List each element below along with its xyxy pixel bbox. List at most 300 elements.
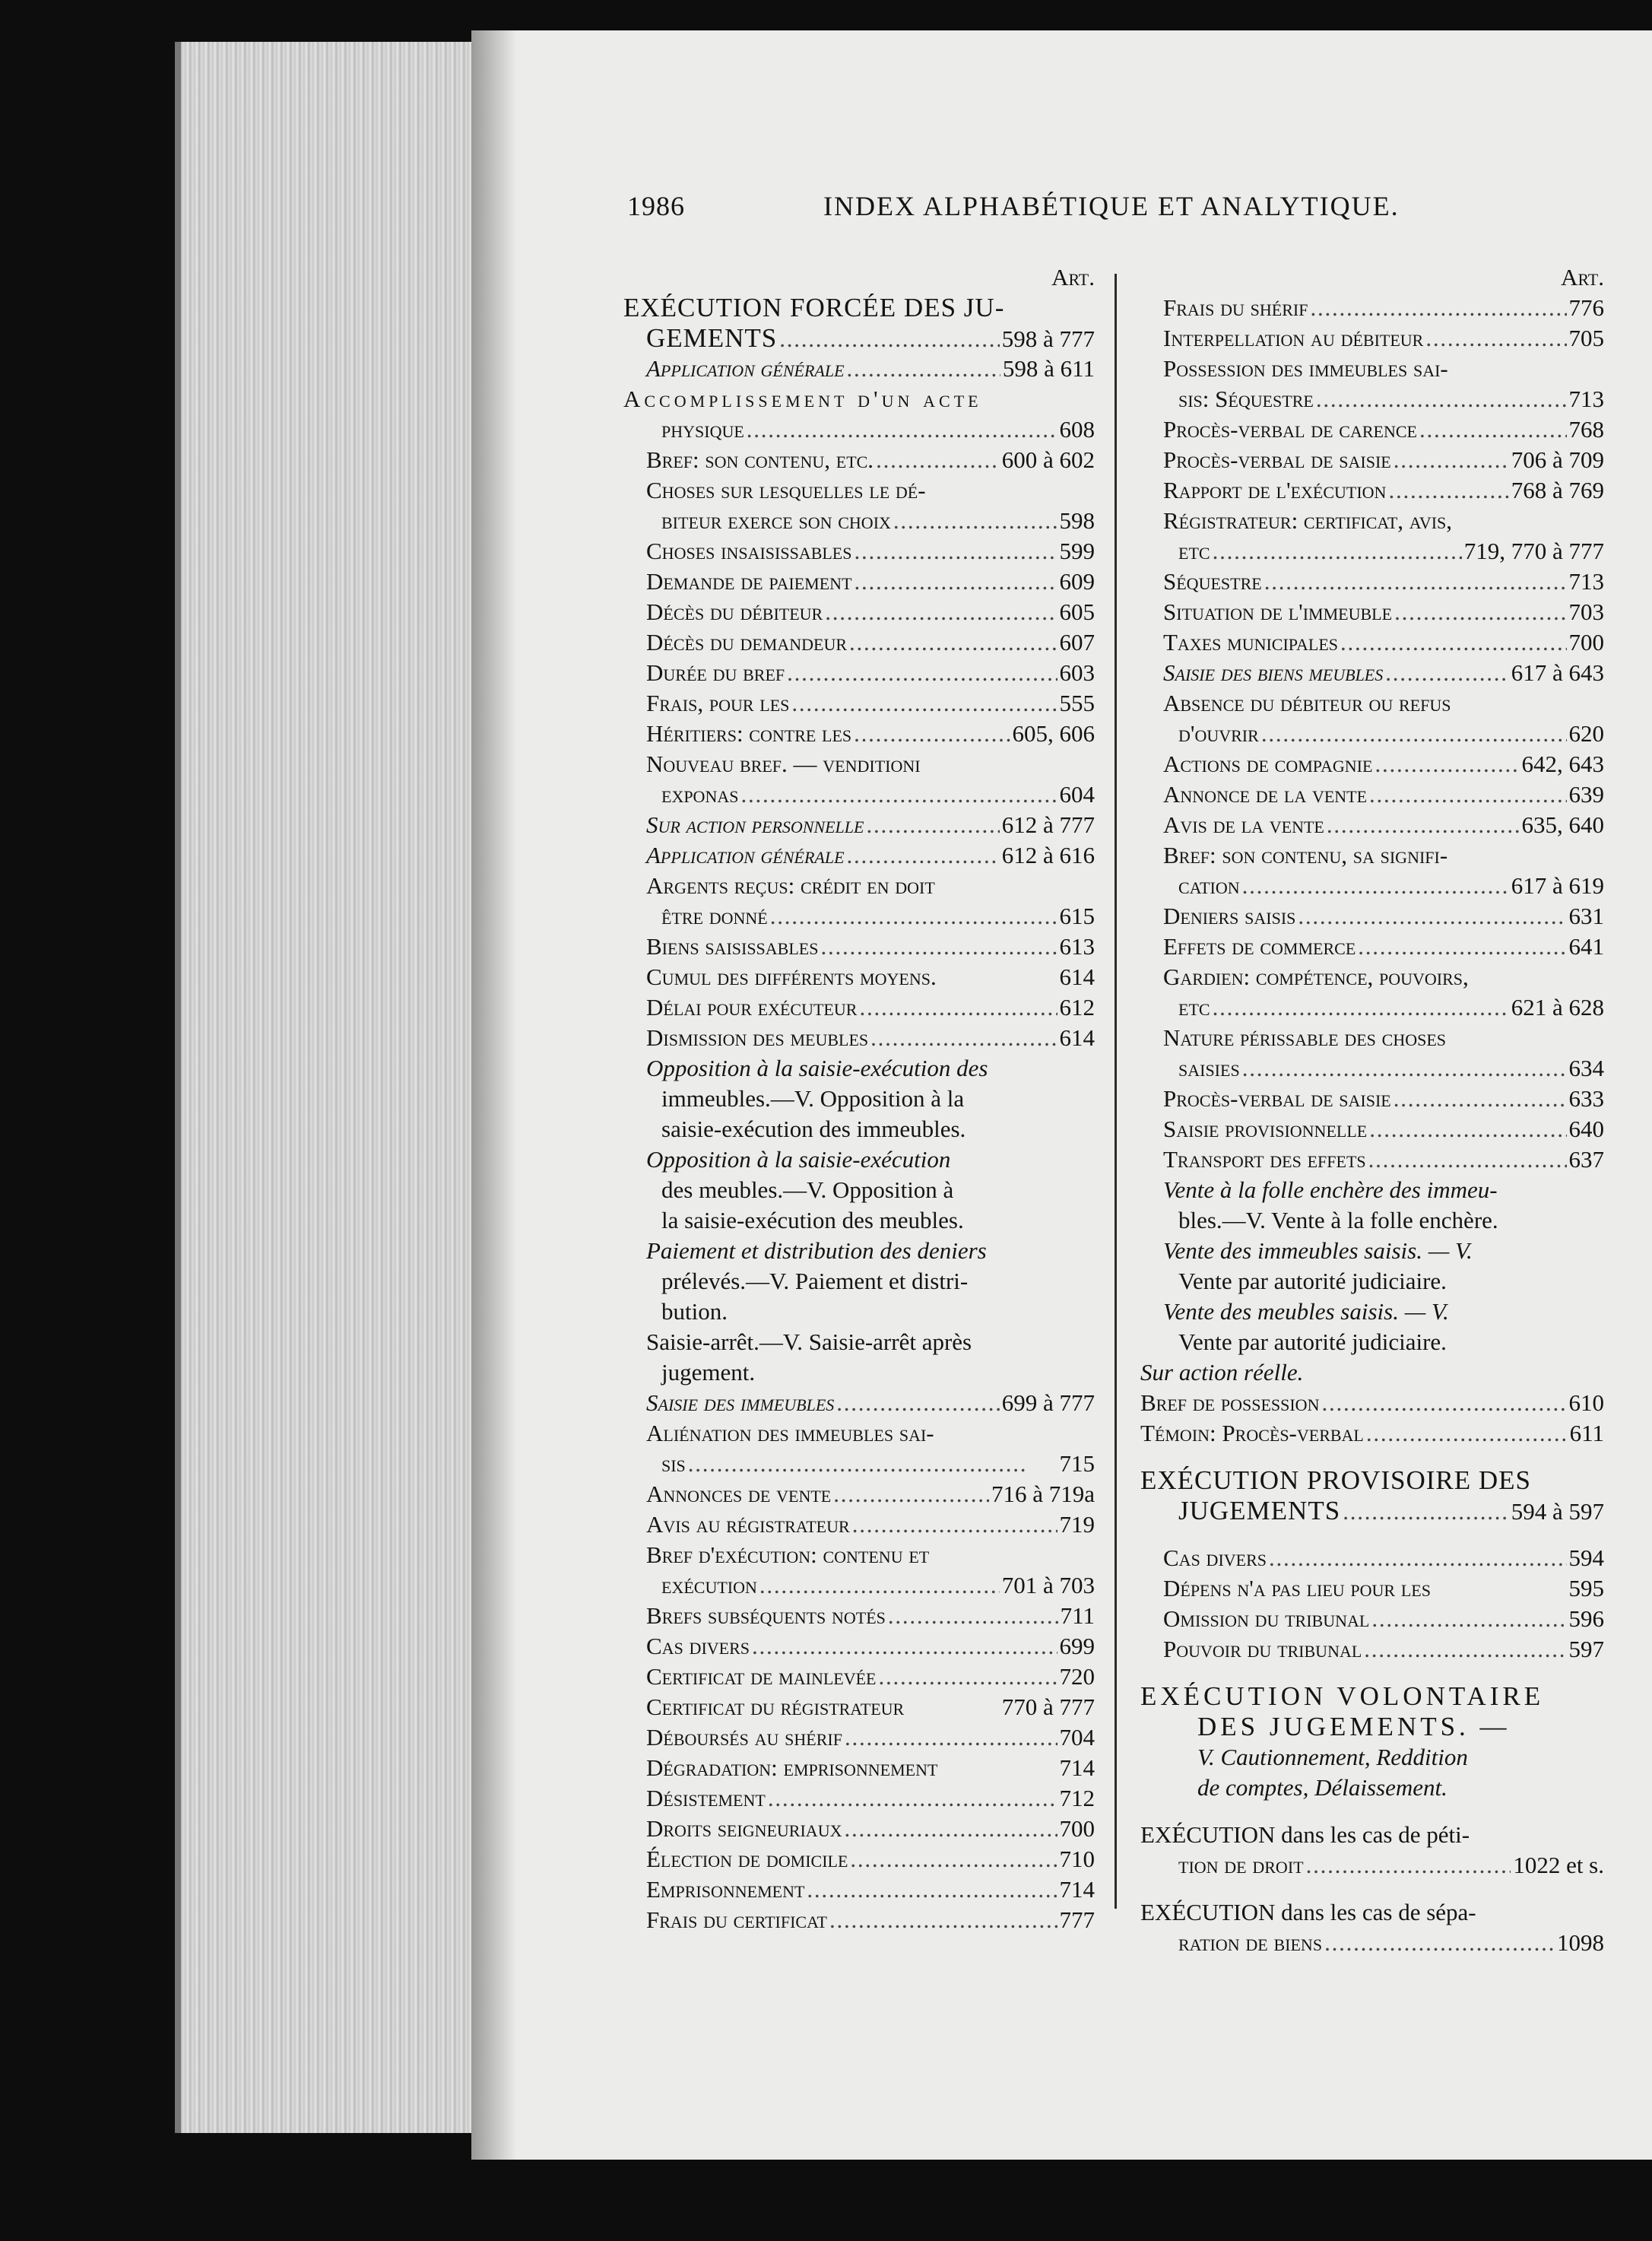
- entry-term: Situation de l'immeuble: [1163, 598, 1393, 625]
- index-entry: [1140, 871, 1604, 901]
- index-text-line: des meubles.—V. Opposition à: [661, 1176, 954, 1203]
- index-entry: [1140, 1144, 1604, 1175]
- entry-article-ref: 706 à 709: [1511, 446, 1604, 473]
- index-entry: [1140, 1496, 1604, 1526]
- entry-term: Choses insaisissables: [646, 538, 852, 564]
- entry-article-ref: 639: [1568, 781, 1604, 808]
- entry-term: être donné: [661, 903, 768, 929]
- entry-term: Durée du bref: [646, 659, 785, 686]
- dot-leader: [740, 779, 1057, 810]
- art-column-label: Art.: [1561, 264, 1604, 290]
- entry-term: Taxes municipales: [1163, 629, 1339, 655]
- index-text-line: Nature périssable des choses: [1163, 1024, 1447, 1051]
- index-text-line: Argents reçus: crédit en doit: [646, 872, 935, 899]
- entry-term: Rapport de l'exécution: [1163, 477, 1387, 503]
- index-entry: [1140, 901, 1604, 932]
- dot-leader: [1306, 1850, 1511, 1881]
- entry-term: Dépens n'a pas lieu pour les: [1163, 1575, 1431, 1601]
- dot-leader: [866, 810, 999, 840]
- index-entry: [1140, 1053, 1604, 1084]
- dot-leader: [820, 932, 1057, 962]
- entry-article-ref: 598 à 611: [1002, 355, 1095, 382]
- entry-article-ref: 617 à 619: [1511, 872, 1604, 899]
- entry-term: Droits seigneuriaux: [646, 1815, 842, 1842]
- running-title: INDEX ALPHABÉTIQUE ET ANALYTIQUE.: [823, 191, 1400, 221]
- entry-article-ref: 607: [1059, 629, 1095, 655]
- entry-article-ref: 700: [1059, 1815, 1095, 1842]
- entry-article-ref: 720: [1059, 1663, 1095, 1690]
- index-entry: [623, 840, 1095, 871]
- index-text-line: Accomplissement d'un acte: [623, 386, 982, 412]
- dot-leader: [1375, 749, 1519, 779]
- dot-leader: [833, 1479, 989, 1509]
- index-entry: [623, 779, 1095, 810]
- index-entry: [623, 597, 1095, 627]
- dot-leader: [787, 658, 1057, 688]
- dot-leader: [847, 354, 1000, 384]
- entry-term: sis: [661, 1450, 686, 1477]
- entry-term: cation: [1178, 872, 1240, 899]
- page-header: [627, 190, 1638, 228]
- index-entry: [623, 1905, 1095, 1935]
- dot-leader: [1369, 1114, 1566, 1144]
- index-entry: [623, 1783, 1095, 1814]
- index-entry: [623, 1023, 1095, 1053]
- index-text-line: Bref d'exécution: contenu et: [646, 1541, 930, 1568]
- dot-leader: [1343, 1497, 1509, 1527]
- entry-term: Frais du shérif: [1163, 294, 1308, 321]
- entry-term: Certificat de mainlevée: [646, 1663, 877, 1690]
- entry-article-ref: 634: [1568, 1055, 1604, 1081]
- entry-article-ref: 612 à 616: [1001, 842, 1095, 868]
- entry-article-ref: 614: [1059, 1024, 1095, 1051]
- dot-leader: [1321, 1388, 1566, 1418]
- index-entry: [1140, 567, 1604, 597]
- index-entry: [623, 323, 1095, 354]
- entry-article-ref: 719: [1059, 1511, 1095, 1538]
- entry-article-ref: 704: [1059, 1724, 1095, 1751]
- entry-article-ref: 612 à 777: [1001, 811, 1095, 838]
- page-number: 1986: [627, 191, 685, 221]
- entry-article-ref: 770 à 777: [1001, 1693, 1095, 1720]
- entry-article-ref: 719, 770 à 777: [1463, 538, 1604, 564]
- dot-leader: [1358, 932, 1566, 962]
- index-text-line: jugement.: [661, 1359, 756, 1386]
- index-entry: [1140, 1850, 1604, 1881]
- entry-article-ref: 608: [1059, 416, 1095, 443]
- entry-article-ref: 604: [1059, 781, 1095, 808]
- index-entry: [1140, 932, 1604, 962]
- index-entry: [623, 992, 1095, 1023]
- entry-term: Application générale: [646, 842, 845, 868]
- index-entry: [1140, 992, 1604, 1023]
- index-text-line: bles.—V. Vente à la folle enchère.: [1178, 1207, 1498, 1233]
- index-text-line: Régistrateur: certificat, avis,: [1163, 507, 1453, 534]
- index-text-line: Absence du débiteur ou refus: [1163, 690, 1451, 716]
- entry-term: Frais, pour les: [646, 690, 790, 716]
- entry-article-ref: 716 à 719a: [991, 1481, 1095, 1507]
- entry-article-ref: 637: [1568, 1146, 1604, 1173]
- dot-leader: [844, 1814, 1057, 1844]
- entry-term: Dégradation: emprisonnement: [646, 1754, 938, 1781]
- entry-article-ref: 642, 643: [1521, 751, 1604, 777]
- index-entry: [1140, 1573, 1604, 1604]
- dot-leader: [1327, 810, 1520, 840]
- index-text-line: Vente des meubles saisis. — V.: [1163, 1298, 1449, 1325]
- dot-leader: [1385, 658, 1508, 688]
- index-entry: [1140, 749, 1604, 779]
- entry-term: Saisie provisionnelle: [1163, 1116, 1368, 1142]
- index-entry: [623, 1601, 1095, 1631]
- entry-article-ref: 594: [1568, 1544, 1604, 1571]
- entry-article-ref: 641: [1568, 933, 1604, 960]
- dot-leader: [1369, 779, 1566, 810]
- entry-term: Cas divers: [1163, 1544, 1267, 1571]
- index-column-left: [623, 262, 1095, 1935]
- index-text-line: la saisie-exécution des meubles.: [661, 1207, 964, 1233]
- index-text-line: prélevés.—V. Paiement et distri-: [661, 1268, 969, 1294]
- entry-term: Effets de commerce: [1163, 933, 1356, 960]
- column-divider: [1115, 274, 1117, 1909]
- dot-leader: [770, 901, 1057, 932]
- index-text-line: Sur action réelle.: [1140, 1359, 1304, 1386]
- dot-leader: [829, 1905, 1057, 1935]
- entry-article-ref: 1098: [1557, 1929, 1604, 1956]
- entry-article-ref: 600 à 602: [1001, 446, 1095, 473]
- entry-term: Annonce de la vente: [1163, 781, 1368, 808]
- index-entry: [623, 1662, 1095, 1692]
- entry-term: Transport des effets: [1163, 1146, 1366, 1173]
- index-entry: [623, 1570, 1095, 1601]
- index-entry: [623, 1753, 1095, 1783]
- index-entry: [1140, 779, 1604, 810]
- index-text-line: Gardien: compétence, pouvoirs,: [1163, 963, 1469, 990]
- index-entry: [623, 932, 1095, 962]
- entry-article-ref: 555: [1059, 690, 1095, 716]
- index-entry: [623, 1844, 1095, 1874]
- dot-leader: [768, 1783, 1057, 1814]
- index-text-line: EXÉCUTION PROVISOIRE DES: [1140, 1465, 1531, 1495]
- index-entry: [623, 719, 1095, 749]
- entry-term: physique: [661, 416, 744, 443]
- dot-leader: [1340, 627, 1566, 658]
- index-entry: [1140, 1084, 1604, 1114]
- index-column-right: [1140, 262, 1604, 1958]
- index-entry: [1140, 414, 1604, 445]
- entry-term: Séquestre: [1163, 568, 1262, 595]
- entry-term: Sur action personnelle: [646, 811, 864, 838]
- index-text-line: saisie-exécution des immeubles.: [661, 1116, 966, 1142]
- index-text-line: bution.: [661, 1298, 728, 1325]
- dot-leader: [854, 536, 1057, 567]
- index-text-line: Vente des immeubles saisis. — V.: [1163, 1237, 1473, 1264]
- entry-term: sis: Séquestre: [1178, 386, 1314, 412]
- index-entry: [623, 1631, 1095, 1662]
- entry-article-ref: 605, 606: [1012, 720, 1095, 747]
- dot-leader: [1261, 719, 1567, 749]
- entry-article-ref: 713: [1568, 386, 1604, 412]
- entry-article-ref: 613: [1059, 933, 1095, 960]
- section-gap: [1140, 1881, 1604, 1897]
- dot-leader: [1310, 293, 1566, 323]
- entry-article-ref: 598: [1059, 507, 1095, 534]
- entry-article-ref: 712: [1059, 1785, 1095, 1811]
- dot-leader: [1366, 1418, 1568, 1449]
- index-entry: [1140, 1543, 1604, 1573]
- index-text-line: Choses sur lesquelles le dé-: [646, 477, 926, 503]
- dot-leader: [849, 627, 1057, 658]
- dot-leader: [1269, 1543, 1567, 1573]
- dot-leader: [1371, 1604, 1566, 1634]
- index-entry: [1140, 445, 1604, 475]
- index-entry: [623, 506, 1095, 536]
- entry-term: Déboursés au shérif: [646, 1724, 842, 1751]
- entry-article-ref: 597: [1568, 1636, 1604, 1662]
- index-entry: [623, 658, 1095, 688]
- index-text-line: EXÉCUTION VOLONTAIRE: [1140, 1681, 1545, 1711]
- index-entry: [1140, 475, 1604, 506]
- index-entry: [1140, 1114, 1604, 1144]
- entry-article-ref: 699: [1059, 1633, 1095, 1659]
- dot-leader: [876, 445, 1000, 475]
- dot-leader: [847, 840, 1000, 871]
- index-text-line: Bref: son contenu, sa signifi-: [1163, 842, 1448, 868]
- index-entry: [1140, 597, 1604, 627]
- index-text-line: Nouveau bref. — venditioni: [646, 751, 921, 777]
- entry-article-ref: 701 à 703: [1001, 1572, 1095, 1598]
- entry-article-ref: 700: [1568, 629, 1604, 655]
- entry-term: Dismission des meubles: [646, 1024, 869, 1051]
- dot-leader: [1419, 414, 1567, 445]
- entry-article-ref: 711: [1060, 1602, 1095, 1629]
- entry-term: Décès du débiteur: [646, 598, 823, 625]
- entry-term: Brefs subséquents notés: [646, 1602, 886, 1629]
- index-text-line: EXÉCUTION dans les cas de sépa-: [1140, 1899, 1476, 1925]
- index-entry: [623, 445, 1095, 475]
- entry-article-ref: 611: [1569, 1420, 1604, 1446]
- section-gap: [1140, 1665, 1604, 1681]
- index-text-line: Possession des immeubles sai-: [1163, 355, 1448, 382]
- entry-term: Application générale: [646, 355, 845, 382]
- entry-term: Demande de paiement: [646, 568, 852, 595]
- entry-article-ref: 621 à 628: [1511, 994, 1604, 1021]
- index-entry: [623, 962, 1095, 992]
- index-entry: [623, 1388, 1095, 1418]
- index-entry: [623, 414, 1095, 445]
- entry-term: Héritiers: contre les: [646, 720, 852, 747]
- entry-term: Interpellation au débiteur: [1163, 325, 1424, 351]
- entry-article-ref: 609: [1059, 568, 1095, 595]
- dot-leader: [791, 688, 1057, 719]
- dot-leader: [1213, 992, 1509, 1023]
- entry-term: Biens saisissables: [646, 933, 819, 960]
- dot-leader: [1394, 445, 1509, 475]
- index-entry: [623, 901, 1095, 932]
- dot-leader: [752, 1631, 1057, 1662]
- index-text-line: Paiement et distribution des deniers: [646, 1237, 987, 1264]
- entry-term: exponas: [661, 781, 739, 808]
- entry-term: d'ouvrir: [1178, 720, 1259, 747]
- entry-term: Témoin: Procès-verbal: [1140, 1420, 1364, 1446]
- index-entry: [623, 354, 1095, 384]
- entry-term: Désistement: [646, 1785, 766, 1811]
- dot-leader: [1425, 323, 1566, 354]
- entry-article-ref: 710: [1059, 1846, 1095, 1872]
- index-entry: [1140, 719, 1604, 749]
- section-gap: [1140, 1803, 1604, 1820]
- dot-leader: [855, 567, 1057, 597]
- index-entry: [623, 688, 1095, 719]
- entry-article-ref: 631: [1568, 903, 1604, 929]
- entry-article-ref: 598 à 777: [1001, 325, 1095, 352]
- entry-term: Omission du tribunal: [1163, 1605, 1370, 1632]
- entry-article-ref: 633: [1568, 1085, 1604, 1112]
- entry-term: Délai pour exécuteur: [646, 994, 858, 1021]
- entry-term: Décès du demandeur: [646, 629, 847, 655]
- dot-leader: [1388, 475, 1508, 506]
- dot-leader: [1394, 597, 1566, 627]
- entry-article-ref: 603: [1059, 659, 1095, 686]
- dot-leader: [1242, 871, 1509, 901]
- dot-leader: [779, 324, 999, 354]
- entry-term: Deniers saisis: [1163, 903, 1296, 929]
- index-text-line: Opposition à la saisie-exécution: [646, 1146, 951, 1173]
- dot-leader: [807, 1874, 1057, 1905]
- entry-article-ref: 705: [1568, 325, 1604, 351]
- entry-article-ref: 703: [1568, 598, 1604, 625]
- entry-article-ref: 715: [1059, 1450, 1095, 1477]
- entry-term: Procès-verbal de saisie: [1163, 1085, 1391, 1112]
- entry-term: etc: [1178, 994, 1210, 1021]
- entry-article-ref: 605: [1059, 598, 1095, 625]
- entry-term: Certificat du régistrateur: [646, 1693, 905, 1720]
- dot-leader: [1213, 536, 1462, 567]
- entry-article-ref: 595: [1568, 1575, 1604, 1601]
- index-entry: [1140, 1928, 1604, 1958]
- entry-term: Avis au régistrateur: [646, 1511, 850, 1538]
- entry-article-ref: 635, 640: [1521, 811, 1604, 838]
- dot-leader: [854, 719, 1010, 749]
- entry-term: Pouvoir du tribunal: [1163, 1636, 1362, 1662]
- entry-article-ref: 620: [1568, 720, 1604, 747]
- dot-leader: [1364, 1634, 1566, 1665]
- index-entry: [623, 536, 1095, 567]
- entry-term: GEMENTS: [646, 323, 778, 353]
- entry-article-ref: 640: [1568, 1116, 1604, 1142]
- entry-term: etc: [1178, 538, 1210, 564]
- index-text-line: DES JUGEMENTS. —: [1197, 1712, 1511, 1741]
- entry-term: Cas divers: [646, 1633, 750, 1659]
- book-page-edge: [175, 42, 485, 2133]
- entry-article-ref: 776: [1568, 294, 1604, 321]
- index-entry: [623, 1722, 1095, 1753]
- entry-article-ref: 699 à 777: [1001, 1389, 1095, 1416]
- index-entry: [1140, 384, 1604, 414]
- entry-article-ref: 599: [1059, 538, 1095, 564]
- dot-leader: [870, 1023, 1057, 1053]
- dot-leader: [879, 1662, 1057, 1692]
- dot-leader: [1264, 567, 1567, 597]
- entry-article-ref: 610: [1568, 1389, 1604, 1416]
- entry-article-ref: 714: [1059, 1754, 1095, 1781]
- entry-term: saisies: [1178, 1055, 1240, 1081]
- entry-article-ref: 777: [1059, 1906, 1095, 1933]
- dot-leader: [759, 1570, 1000, 1601]
- index-entry: [623, 1479, 1095, 1509]
- dot-leader: [852, 1509, 1057, 1540]
- entry-term: Procès-verbal de saisie: [1163, 446, 1391, 473]
- index-entry: [623, 810, 1095, 840]
- entry-term: Annonces de vente: [646, 1481, 832, 1507]
- index-entry: [623, 1814, 1095, 1844]
- entry-article-ref: 768: [1568, 416, 1604, 443]
- dot-leader: [825, 597, 1057, 627]
- index-text-line: Aliénation des immeubles sai-: [646, 1420, 934, 1446]
- section-gap: [1140, 1526, 1604, 1543]
- dot-leader: [747, 414, 1057, 445]
- index-entry: [623, 567, 1095, 597]
- entry-term: JUGEMENTS: [1178, 1496, 1341, 1525]
- index-text-line: Vente à la folle enchère des immeu-: [1163, 1176, 1498, 1203]
- index-entry: [623, 1509, 1095, 1540]
- index-text-line: Saisie-arrêt.—V. Saisie-arrêt après: [646, 1328, 972, 1355]
- entry-article-ref: 596: [1568, 1605, 1604, 1632]
- index-text-line: de comptes, Délaissement.: [1197, 1774, 1447, 1801]
- entry-term: Saisie des immeubles: [646, 1389, 835, 1416]
- index-text-line: immeubles.—V. Opposition à la: [661, 1085, 965, 1112]
- dot-leader: [1324, 1928, 1555, 1958]
- entry-term: Élection de domicile: [646, 1846, 848, 1872]
- section-gap: [1140, 1449, 1604, 1465]
- dot-leader: [1394, 1084, 1567, 1114]
- entry-term: Actions de compagnie: [1163, 751, 1373, 777]
- entry-term: tion de droit: [1178, 1852, 1304, 1878]
- dot-leader: [888, 1601, 1058, 1631]
- index-entry: [1140, 658, 1604, 688]
- entry-term: Saisie des biens meubles: [1163, 659, 1384, 686]
- dot-leader: [850, 1844, 1057, 1874]
- index-entry: [1140, 627, 1604, 658]
- page-gutter-shadow: [471, 30, 517, 2160]
- dot-leader: [893, 506, 1057, 536]
- entry-term: Procès-verbal de carence: [1163, 416, 1417, 443]
- index-text-line: EXÉCUTION dans les cas de péti-: [1140, 1821, 1470, 1848]
- entry-article-ref: 614: [1059, 963, 1095, 990]
- index-text-line: EXÉCUTION FORCÉE DES JU-: [623, 293, 1005, 322]
- index-entry: [1140, 536, 1604, 567]
- index-entry: [1140, 293, 1604, 323]
- entry-term: Frais du certificat: [646, 1906, 827, 1933]
- entry-term: exécution: [661, 1572, 757, 1598]
- index-entry: [623, 627, 1095, 658]
- entry-article-ref: 617 à 643: [1511, 659, 1604, 686]
- index-entry: [1140, 810, 1604, 840]
- entry-term: Emprisonnement: [646, 1876, 805, 1903]
- index-entry: [623, 1874, 1095, 1905]
- dot-leader: [1316, 384, 1567, 414]
- dot-leader: [1242, 1053, 1567, 1084]
- index-entry: [1140, 1418, 1604, 1449]
- entry-term: Cumul des différents moyens.: [646, 963, 937, 990]
- entry-article-ref: 768 à 769: [1511, 477, 1604, 503]
- entry-article-ref: 714: [1059, 1876, 1095, 1903]
- index-entry: [1140, 1634, 1604, 1665]
- entry-article-ref: 1022 et s.: [1513, 1852, 1604, 1878]
- entry-term: Avis de la vente: [1163, 811, 1324, 838]
- dot-leader: [836, 1388, 999, 1418]
- dot-leader: [1298, 901, 1566, 932]
- index-text-line: Opposition à la saisie-exécution des: [646, 1055, 988, 1081]
